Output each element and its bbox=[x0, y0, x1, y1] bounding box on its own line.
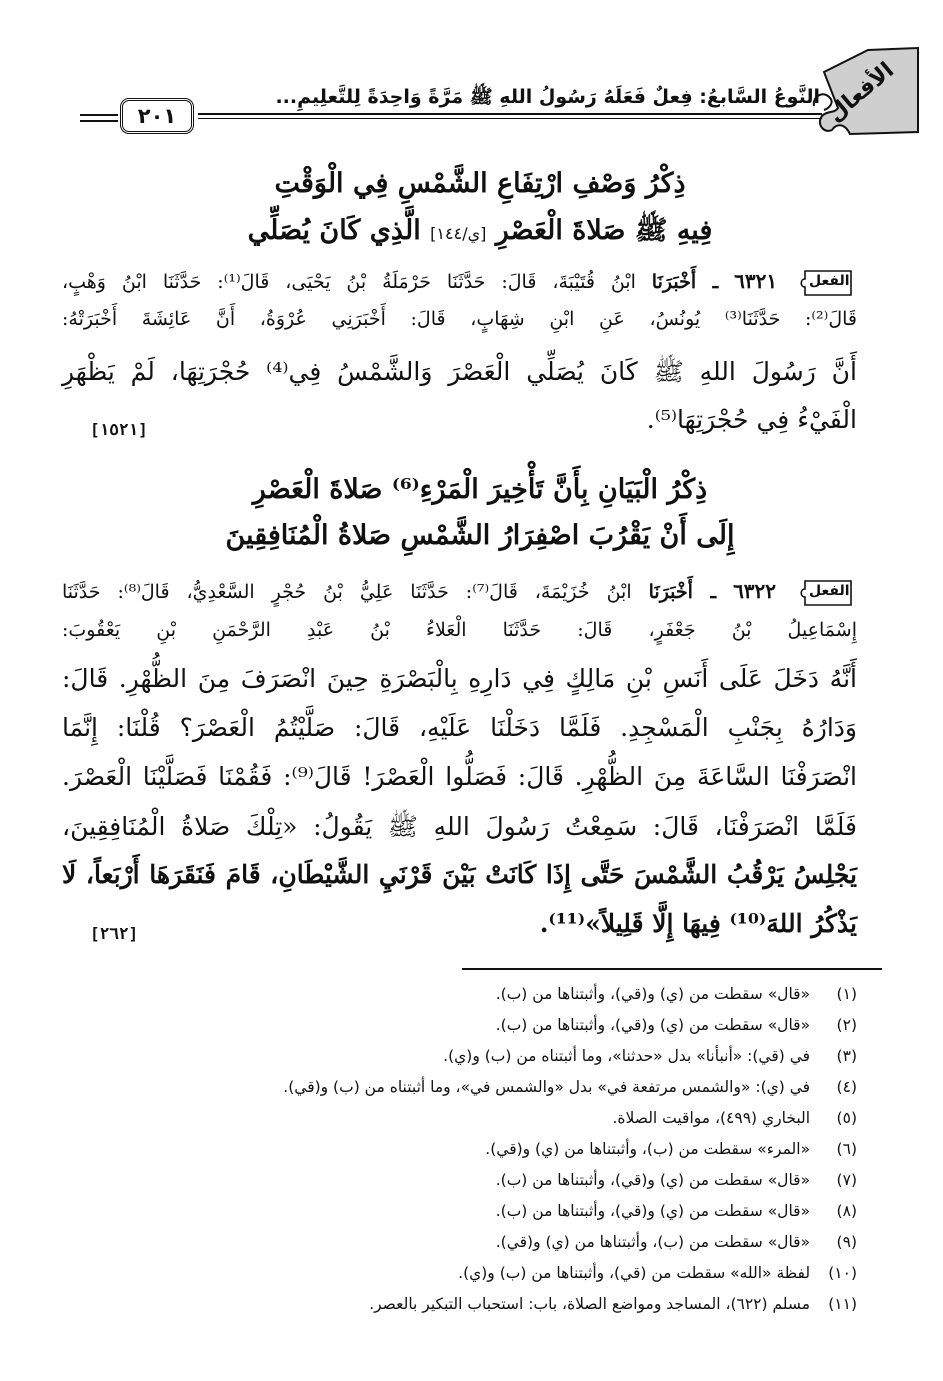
isnad-text: ابْنُ قُتَيْبَةَ، قَالَ: حَدَّثَنَا حَرْمَلَةُ بْنُ يَحْيَى، قَالَ⁽¹⁾: حَدَّثَنَا ابْنُ وَهْبٍ، bbox=[62, 271, 636, 293]
footnote-text: «المرء» سقطت من (ب)، وأثبتناها من (ي) و(قي). bbox=[485, 1140, 811, 1158]
isnad-text: ابْنُ خُزَيْمَةَ، قَالَ⁽⁷⁾: حَدَّثَنَا عَلِيُّ بْنُ حُجْرٍ السَّعْدِيُّ، قَالَ⁽⁸⁾: حَدَّثَنَا bbox=[62, 581, 632, 603]
footnote bbox=[496, 1233, 857, 1251]
footnote-text: في (قي): «أنبأنا» بدل «حدثنا»، وما أثبتناه من (ب) و(ي). bbox=[443, 1047, 811, 1065]
hadith-number: ٦٣٢٢ bbox=[733, 579, 777, 603]
hadith-badge: الفعل bbox=[799, 578, 857, 608]
footnote bbox=[443, 1047, 857, 1065]
matn-line: أَنَّ رَسُولَ اللهِ ﷺ كَانَ يُصَلِّي الْعَصْرَ وَالشَّمْسُ فِي⁽⁴⁾ حُجْرَتِهَا، لَمْ يَظْهَرِ bbox=[62, 357, 857, 386]
footnote-text: مسلم (٦٢٢)، المساجد ومواضع الصلاة، باب: استحباب التبكير بالعصر. bbox=[369, 1295, 811, 1313]
footnote-number: (٤) bbox=[836, 1078, 857, 1096]
hadith-number: ٦٣٢١ bbox=[734, 269, 778, 293]
matn-line: انْصَرَفْنَا السَّاعَةَ مِنَ الظُّهْرِ. قَالَ: فَصَلُّوا الْعَصْرَ! قَالَ⁽⁹⁾: فَقُمْنَا فَصَلَّيْنَا الْعَصْرَ. bbox=[62, 762, 857, 791]
header-rule-left bbox=[80, 120, 118, 122]
citation: [٢٦٢] bbox=[90, 924, 139, 943]
header-rule bbox=[198, 113, 822, 115]
footnote bbox=[283, 1078, 857, 1096]
chapter-heading-line: إِلَى أَنْ يَقْرُبَ اصْفِرَارُ الشَّمْسِ صَلاةُ الْمُنَافِقِينَ bbox=[225, 520, 735, 551]
header-rule bbox=[198, 118, 822, 119]
matn-line: أَنَّهُ دَخَلَ عَلَى أَنَسِ بْنِ مَالِكٍ فِي دَارِهِ بِالْبَصْرَةِ حِينَ انْصَرَفَ مِنَ الظُّهْرِ. قَالَ: bbox=[62, 664, 857, 693]
footnote bbox=[369, 1295, 857, 1313]
footnote-number: (١١) bbox=[828, 1295, 857, 1313]
footnote-text: «قال» سقطت من (ي) و(قي)، وأثبتناها من (ب). bbox=[495, 985, 811, 1003]
heading-text: فِيهِ ﷺ صَلاةَ الْعَصْرِ bbox=[495, 215, 713, 246]
chapter-heading-line: ذِكْرُ وَصْفِ ارْتِفَاعِ الشَّمْسِ فِي الْوَقْتِ bbox=[274, 168, 686, 199]
footnote-number: (٢) bbox=[836, 1016, 857, 1034]
manuscript-ref: [ي/١٤٤] bbox=[430, 224, 487, 243]
chapter-heading-line bbox=[80, 213, 880, 253]
footnote-text: «قال» سقطت من (ي) و(قي)، وأثبتناها من (ب). bbox=[495, 1016, 811, 1034]
footnote-text: في (ي): «والشمس مرتفعة في» بدل «والشمس في»، وما أثبتناه من (ب) و(قي). bbox=[283, 1078, 811, 1096]
footnote bbox=[496, 1016, 857, 1034]
footnote-number: (٩) bbox=[836, 1233, 857, 1251]
page-number: ٢٠١ bbox=[120, 98, 194, 134]
matn-line: الْفَيْءُ فِي حُجْرَتِهَا⁽⁵⁾. bbox=[646, 405, 857, 434]
matn-line: يَذْكُرُ اللهَ⁽¹⁰⁾ فِيهَا إِلَّا قَلِيلاً»⁽¹¹⁾. bbox=[539, 909, 857, 938]
footnote bbox=[496, 1202, 857, 1220]
citation: [١٥٢١] bbox=[90, 420, 148, 439]
footnote-text: «قال» سقطت من (ي) و(قي)، وأثبتناها من (ب). bbox=[495, 1171, 811, 1189]
running-title: النَّوعُ السَّابعُ: فِعلٌ فَعَلَهُ رَسُولُ اللهِ ﷺ مَرَّةً وَاحِدَةً لِلتَّعلِيمِ... bbox=[275, 86, 820, 108]
footnote bbox=[496, 1171, 857, 1189]
footnote-number: (٨) bbox=[836, 1202, 857, 1220]
section-label: الأفعال bbox=[822, 57, 899, 128]
footnote-number: (٧) bbox=[836, 1171, 857, 1189]
footnote-separator bbox=[462, 968, 882, 970]
matn-line: فَلَمَّا انْصَرَفْنَا، قَالَ: سَمِعْتُ رَسُولَ اللهِ ﷺ يَقُولُ: «تِلْكَ صَلاةُ الْمُنَافِقِينَ، bbox=[62, 812, 857, 841]
footnote bbox=[458, 1264, 857, 1282]
footnote-number: (٣) bbox=[836, 1047, 857, 1065]
matn-line: يَجْلِسُ يَرْقُبُ الشَّمْسَ حَتَّى إِذَا كَانَتْ بَيْنَ قَرْنَيِ الشَّيْطَانِ، قَامَ فَنَقَرَهَا أَرْبَعاً، لَا bbox=[62, 860, 857, 889]
heading-text: الَّذِي كَانَ يُصَلِّي bbox=[247, 215, 421, 246]
footnote-number: (٦) bbox=[836, 1140, 857, 1158]
page-header bbox=[80, 30, 940, 140]
footnote bbox=[485, 1140, 857, 1158]
footnote-text: «قال» سقطت من (ب)، وأثبتناها من (ي) و(قي). bbox=[495, 1233, 811, 1251]
isnad-line: قَالَ⁽²⁾: حَدَّثَنَا⁽³⁾ يُونُسُ، عَنِ ابْنِ شِهَابٍ، قَالَ: أَخْبَرَنِي عُرْوَةُ، أَنَّ عَائِشَةَ أَخْبَرَتْهُ: bbox=[62, 308, 857, 330]
footnote bbox=[496, 985, 857, 1003]
chapter-heading-line: ذِكْرُ الْبَيَانِ بِأَنَّ تَأْخِيرَ الْمَرْءِ⁽⁶⁾ صَلاةَ الْعَصْرِ bbox=[252, 474, 708, 505]
isnad-line: الفعل ٦٣٢١ ـ أَخْبَرَنَا ابْنُ قُتَيْبَةَ، قَالَ: حَدَّثَنَا حَرْمَلَةُ بْنُ يَحْيَى، قَالَ⁽¹⁾: حَدَّثَنَا ابْنُ وَهْبٍ، bbox=[62, 268, 857, 298]
header-rule-left bbox=[80, 114, 118, 116]
isnad-line: الفعل ٦٣٢٢ ـ أَخْبَرَنَا ابْنُ خُزَيْمَةَ، قَالَ⁽⁷⁾: حَدَّثَنَا عَلِيُّ بْنُ حُجْرٍ السَّعْدِيُّ، قَالَ⁽⁸⁾: حَدَّثَنَا bbox=[62, 578, 857, 608]
footnote-number: (١) bbox=[836, 985, 857, 1003]
footnote-text: لفظة «الله» سقطت من (قي)، وأثبتناها من (ب) و(ي). bbox=[458, 1264, 811, 1282]
narration-verb: أَخْبَرَنَا bbox=[651, 271, 697, 293]
isnad-line: إِسْمَاعِيلُ بْنُ جَعْفَرٍ، قَالَ: حَدَّثَنَا الْعَلاءُ بْنُ عَبْدِ الرَّحْمَنِ بْنِ يَعْقُوبَ: bbox=[62, 619, 857, 641]
footnote-text: البخاري (٤٩٩)، مواقيت الصلاة. bbox=[612, 1109, 811, 1127]
narration-verb: أَخْبَرَنَا bbox=[648, 581, 693, 603]
footnote bbox=[612, 1109, 857, 1127]
matn-line: وَدَارُهُ بِجَنْبِ الْمَسْجِدِ. فَلَمَّا دَخَلْنَا عَلَيْهِ، قَالَ: صَلَّيْتُمُ الْعَصْرَ؟ قُلْنَا: إِنَّمَا bbox=[62, 713, 857, 742]
hadith-badge: الفعل bbox=[799, 268, 857, 298]
footnote-number: (٥) bbox=[836, 1109, 857, 1127]
footnote-number: (١٠) bbox=[828, 1264, 857, 1282]
footnote-text: «قال» سقطت من (ي) و(قي)، وأثبتناها من (ب). bbox=[495, 1202, 811, 1220]
